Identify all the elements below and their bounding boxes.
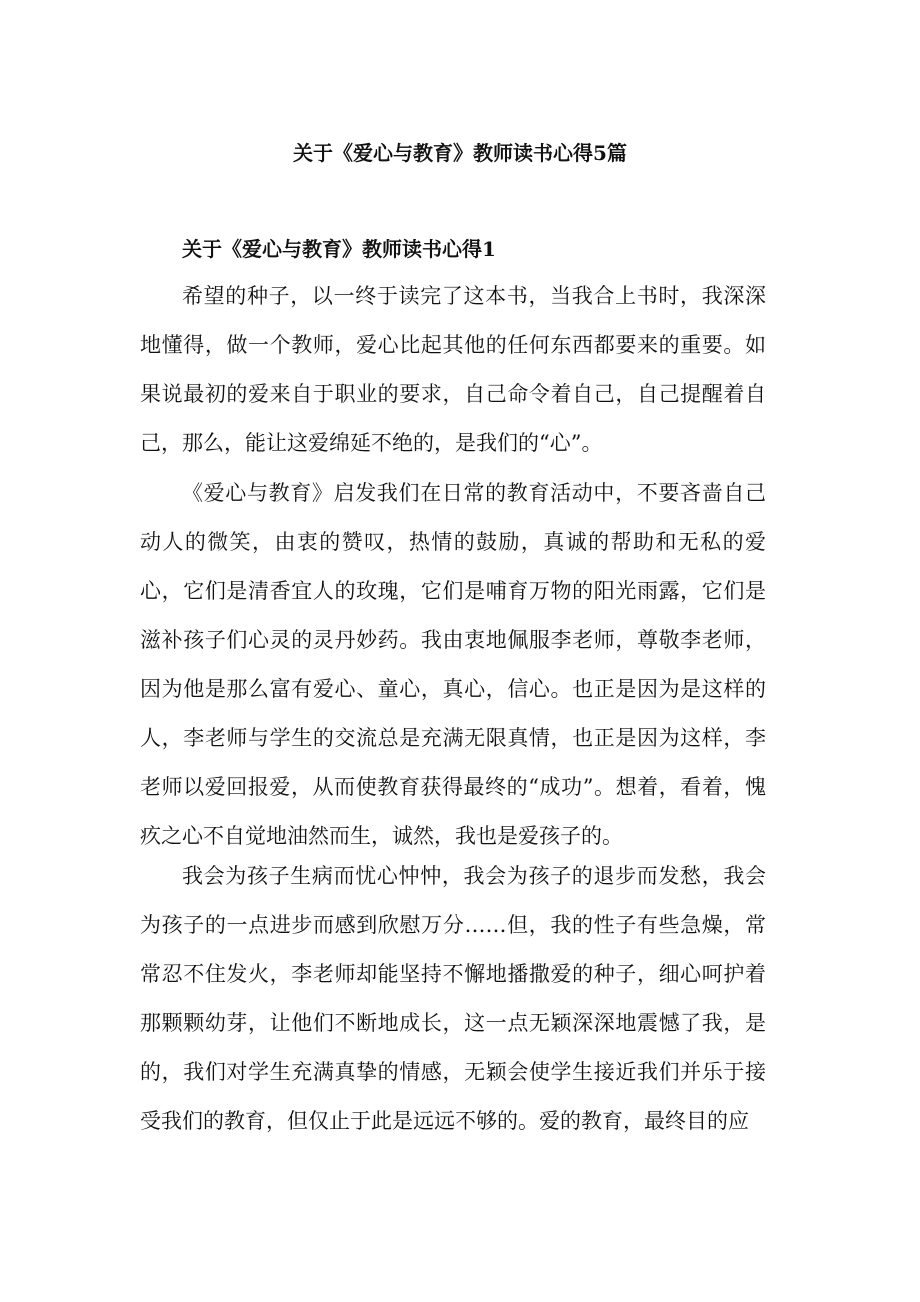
paragraph: 希望的种子，以一终于读完了这本书，当我合上书时，我深深地懂得，做一个教师，爱心比起其他的任何东西都要来的重要。如果说最初的爱来自于职业的要求，自己命令着自己，自己提醒着自己，那么，能让这爱绵延不绝的，是我们的“心”。 xyxy=(140,284,766,455)
document-title: 关于《爱心与教育》教师读书心得5篇 xyxy=(293,141,627,165)
section-heading: 关于《爱心与教育》教师读书心得1 xyxy=(182,237,496,261)
paragraph: 我会为孩子生病而忧心忡忡，我会为孩子的退步而发愁，我会为孩子的一点进步而感到欣慰万分……但，我的性子有些急燥，常常忍不住发火，李老师却能坚持不懈地播撒爱的种子，细心呵护着那颗颗幼芽，让他们不断地成长，这一点无颖深深地震憾了我，是的，我们对学生充满真挚的情感，无颖会使学生接近我们并乐于接受我们的教育，但仅止于此是远远不够的。爱的教育，最终目的应 xyxy=(140,864,766,1133)
paragraph: 《爱心与教育》启发我们在日常的教育活动中，不要吝啬自己动人的微笑，由衷的赞叹，热情的鼓励，真诚的帮助和无私的爱心，它们是清香宜人的玫瑰，它们是哺育万物的阳光雨露，它们是滋补孩子们心灵的灵丹妙药。我由衷地佩服李老师，尊敬李老师，因为他是那么富有爱心、童心，真心，信心。也正是因为是这样的人，李老师与学生的交流总是充满无限真情，也正是因为这样，李老师以爱回报爱，从而使教育获得最终的“成功”。想着，看着，愧疚之心不自觉地油然而生，诚然，我也是爱孩子的。 xyxy=(140,481,766,848)
